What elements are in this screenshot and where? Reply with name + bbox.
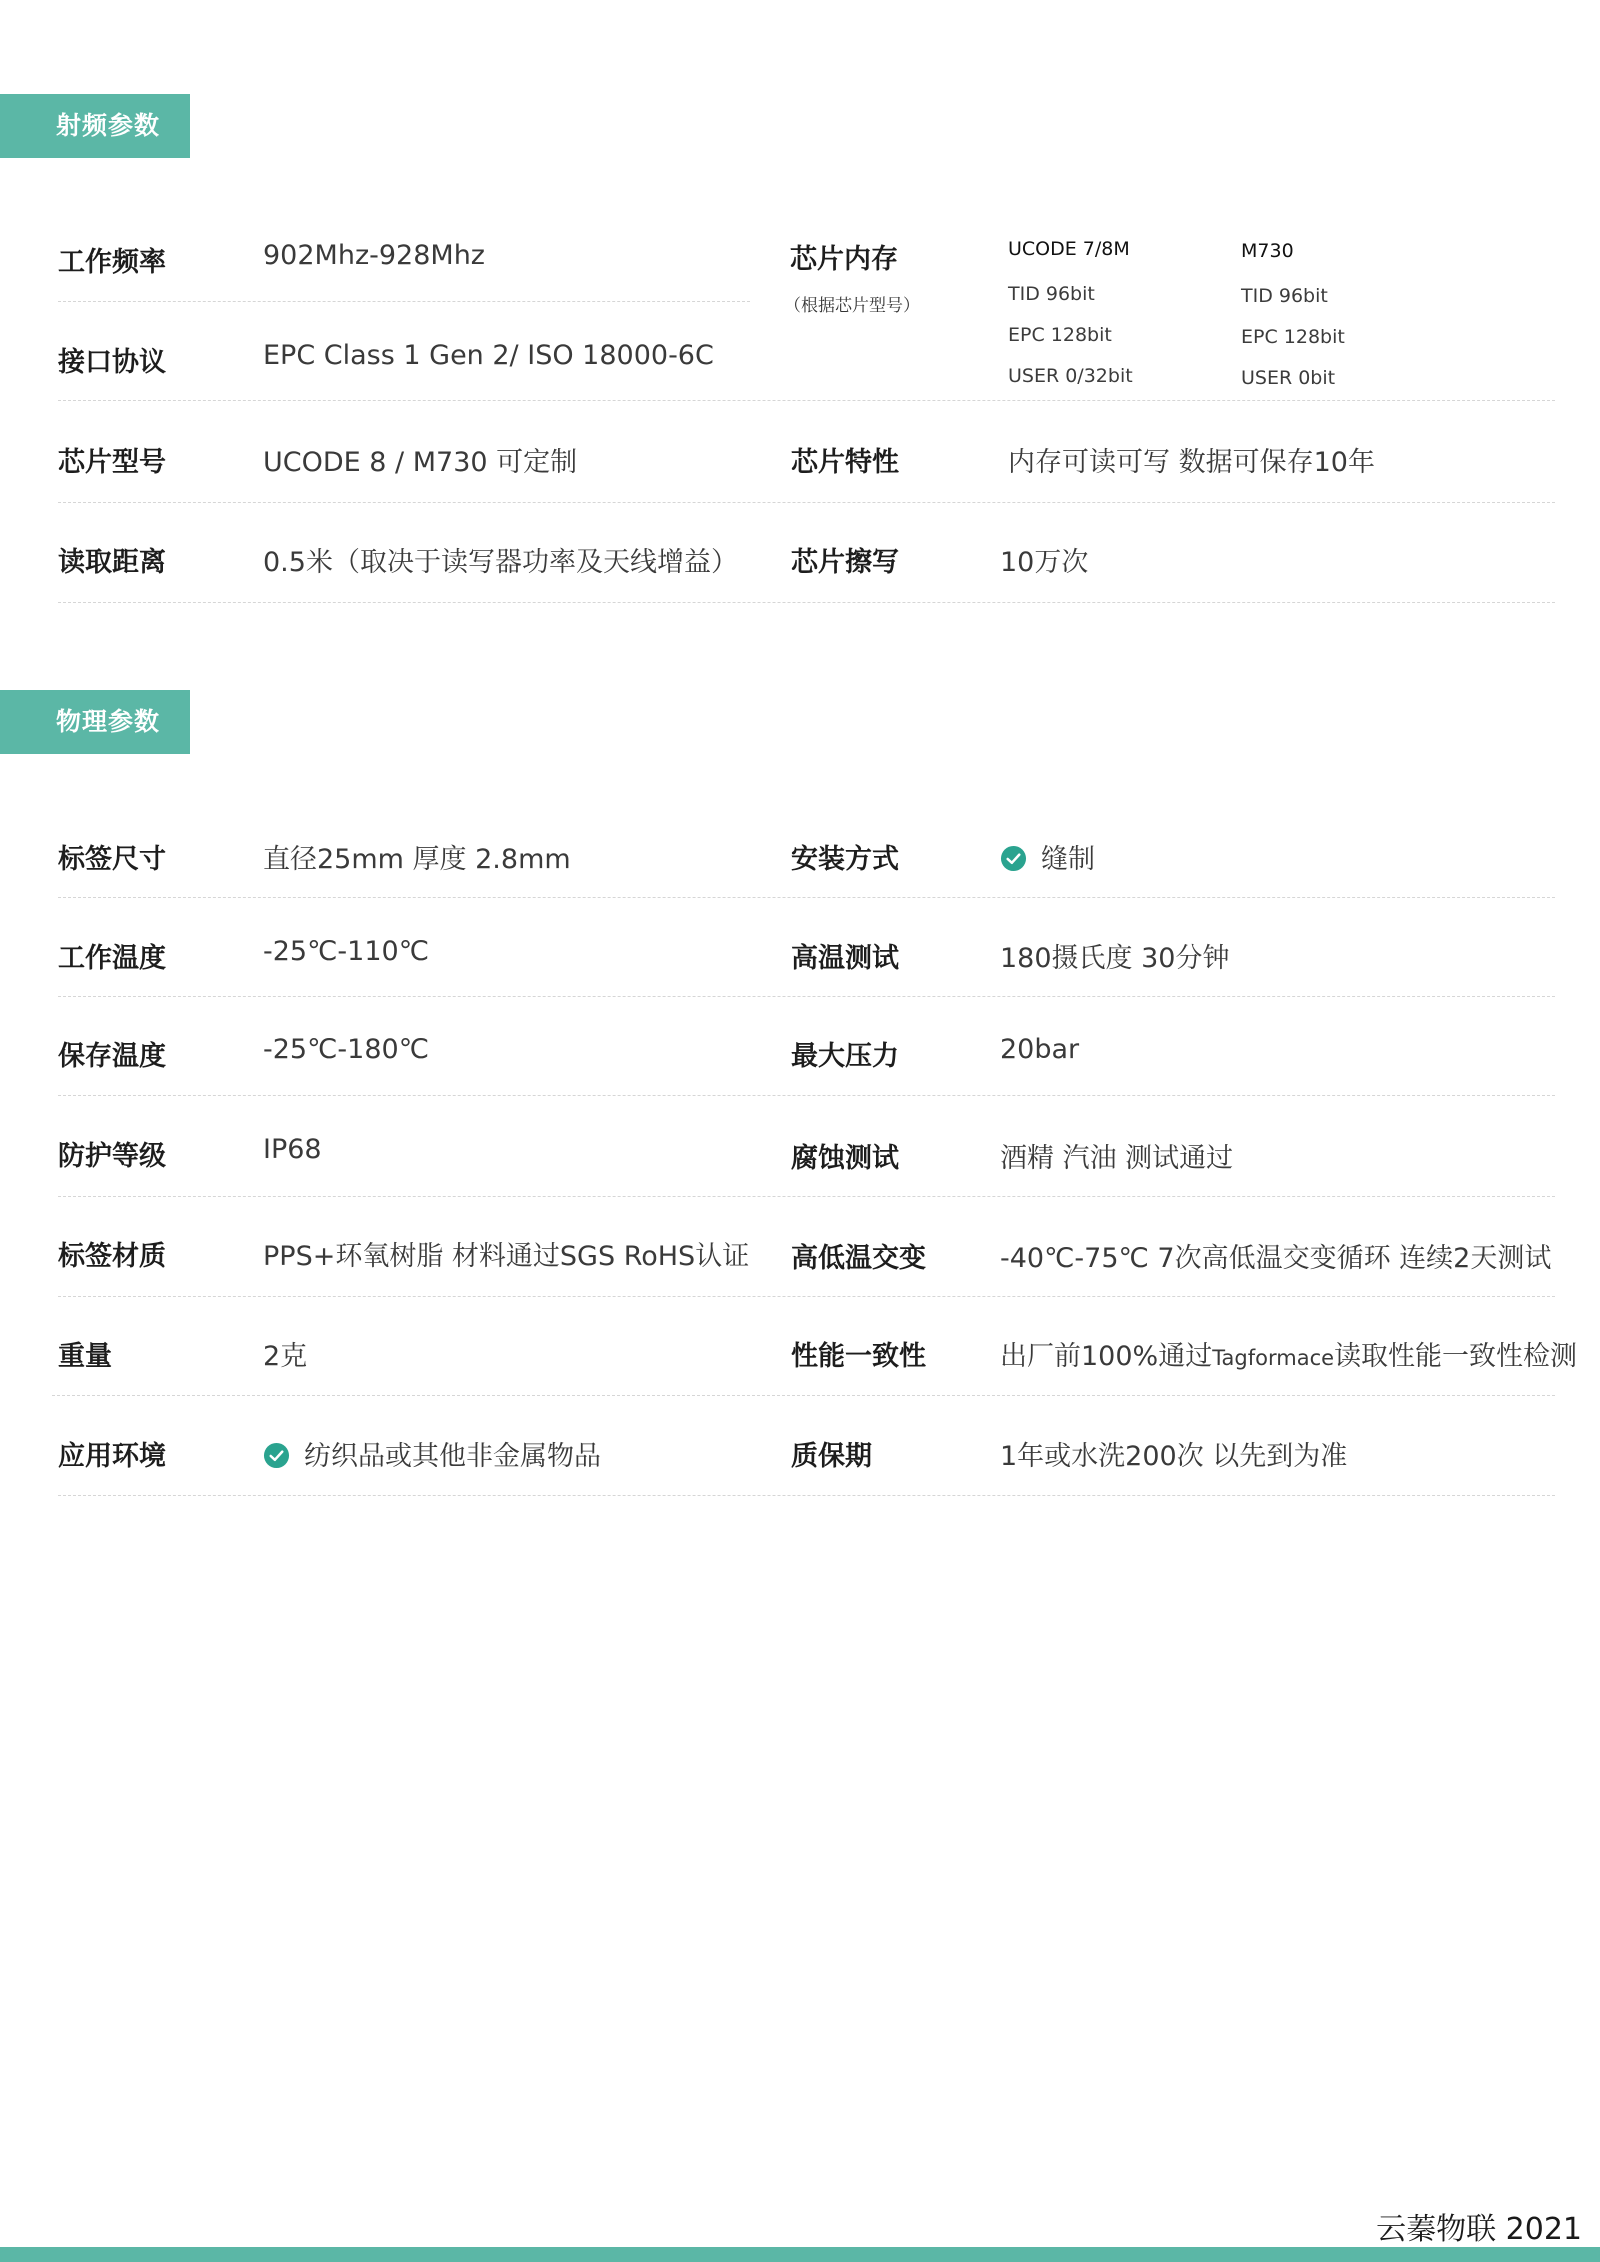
cycle-label: 高低温交变 — [791, 1243, 926, 1274]
material-value: PPS+环氧树脂 材料通过SGS RoHS认证 — [263, 1241, 750, 1272]
consistency-text-b: Tagformace — [1212, 1346, 1335, 1370]
phys-section-title: 物理参数 — [0, 690, 190, 754]
install-label: 安装方式 — [791, 844, 899, 875]
application-label: 应用环境 — [58, 1441, 166, 1472]
consistency-label: 性能一致性 — [791, 1341, 926, 1372]
pressure-label: 最大压力 — [791, 1041, 899, 1072]
divider — [58, 400, 1555, 401]
memory-label: 芯片内存 — [790, 244, 898, 275]
erase-value: 10万次 — [1000, 547, 1089, 578]
footer-bar — [0, 2247, 1600, 2262]
model-value: UCODE 8 / M730 可定制 — [263, 447, 578, 478]
corrosion-label: 腐蚀测试 — [791, 1143, 899, 1174]
model-label: 芯片型号 — [58, 447, 166, 478]
high-temp-label: 高温测试 — [791, 943, 899, 974]
size-value: 直径25mm 厚度 2.8mm — [263, 844, 571, 875]
divider — [58, 502, 1555, 503]
divider — [58, 1196, 1555, 1197]
footer-brand: 云蓁物联 2021 — [1376, 2212, 1582, 2247]
freq-label: 工作频率 — [58, 247, 166, 278]
consistency-text-c: 读取性能一致性检测 — [1334, 1341, 1578, 1372]
store-temp-value: -25℃-180℃ — [263, 1034, 430, 1065]
work-temp-label: 工作温度 — [58, 943, 166, 974]
store-temp-label: 保存温度 — [58, 1041, 166, 1072]
divider — [58, 1095, 1555, 1096]
cycle-value: -40℃-75℃ 7次高低温交变循环 连续2天测试 — [1000, 1243, 1552, 1274]
divider — [52, 1395, 1555, 1396]
work-temp-value: -25℃-110℃ — [263, 936, 430, 967]
divider — [58, 897, 1555, 898]
weight-value: 2克 — [263, 1341, 308, 1372]
install-text: 缝制 — [1041, 844, 1095, 875]
divider — [58, 301, 750, 302]
divider — [58, 602, 1555, 603]
chip-col1-tid: TID 96bit — [1008, 283, 1095, 305]
erase-label: 芯片擦写 — [791, 547, 899, 578]
chip-col2-user: USER 0bit — [1241, 367, 1336, 389]
corrosion-value: 酒精 汽油 测试通过 — [1000, 1143, 1234, 1174]
chip-col1-head: UCODE 7/8M — [1008, 238, 1130, 260]
size-label: 标签尺寸 — [58, 844, 166, 875]
chip-col2-head: M730 — [1241, 240, 1294, 262]
chip-col1-user: USER 0/32bit — [1008, 365, 1133, 387]
divider — [58, 1296, 1555, 1297]
warranty-label: 质保期 — [791, 1441, 872, 1472]
divider — [58, 1495, 1555, 1496]
protocol-value: EPC Class 1 Gen 2/ ISO 18000-6C — [263, 340, 714, 371]
freq-value: 902Mhz-928Mhz — [263, 240, 485, 271]
consistency-text-a: 出厂前100%通过 — [1000, 1341, 1213, 1372]
ip-label: 防护等级 — [58, 1141, 166, 1172]
chip-col2-epc: EPC 128bit — [1241, 326, 1345, 348]
consistency-value — [1000, 1334, 1577, 1373]
application-text: 纺织品或其他非金属物品 — [304, 1441, 601, 1472]
warranty-value: 1年或水洗200次 以先到为准 — [1000, 1441, 1348, 1472]
application-value — [263, 1434, 601, 1473]
pressure-value: 20bar — [1000, 1034, 1080, 1065]
chip-col1-epc: EPC 128bit — [1008, 324, 1112, 346]
ip-value: IP68 — [263, 1134, 322, 1165]
memory-sublabel: （根据芯片型号） — [784, 296, 920, 316]
rf-section-title: 射频参数 — [0, 94, 190, 158]
check-circle-icon — [263, 1442, 290, 1469]
distance-value: 0.5米（取决于读写器功率及天线增益） — [263, 547, 738, 578]
check-circle-icon — [1000, 845, 1027, 872]
feature-label: 芯片特性 — [791, 447, 899, 478]
material-label: 标签材质 — [58, 1241, 166, 1272]
install-value — [1000, 837, 1095, 876]
divider — [58, 996, 1555, 997]
protocol-label: 接口协议 — [58, 347, 166, 378]
distance-label: 读取距离 — [58, 547, 166, 578]
chip-col2-tid: TID 96bit — [1241, 285, 1328, 307]
feature-value: 内存可读可写 数据可保存10年 — [1008, 447, 1375, 478]
weight-label: 重量 — [58, 1341, 112, 1372]
high-temp-value: 180摄氏度 30分钟 — [1000, 943, 1230, 974]
